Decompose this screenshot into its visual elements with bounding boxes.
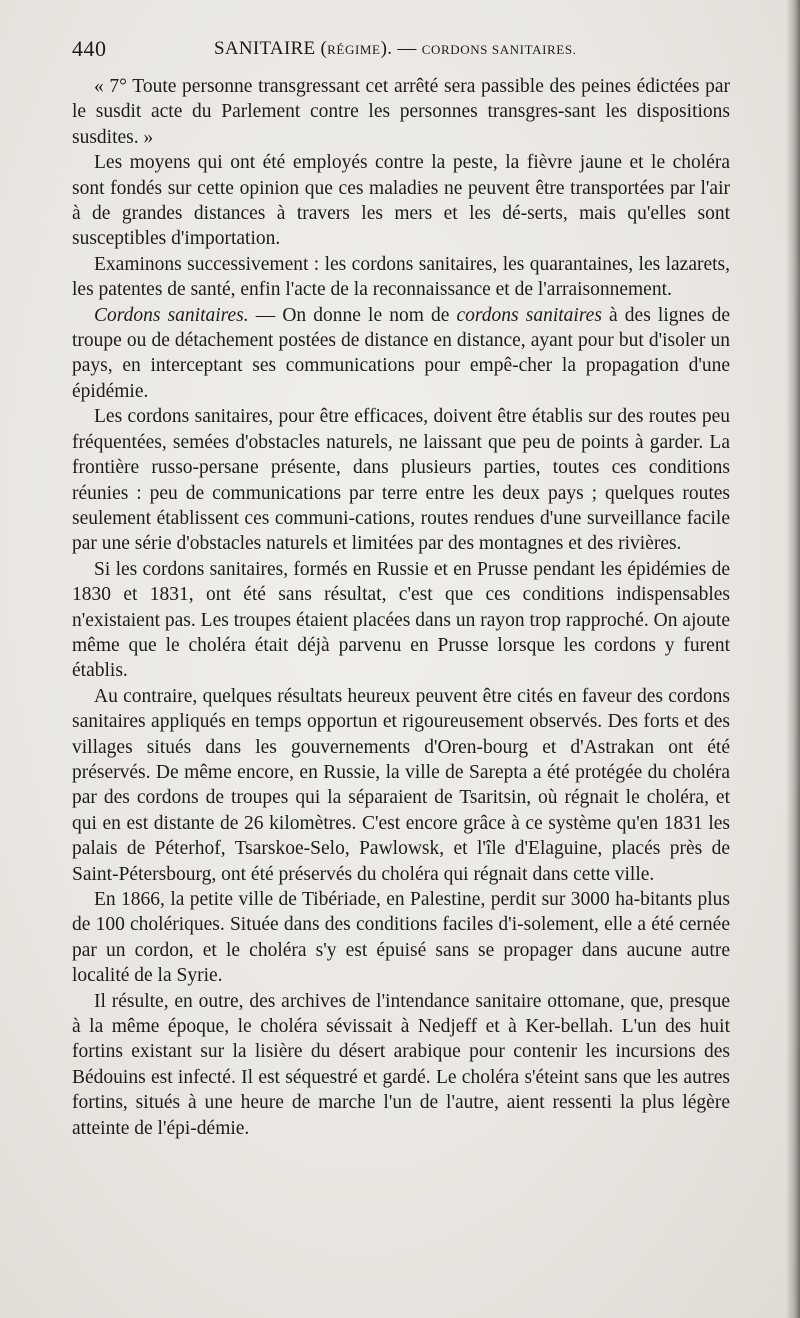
paragraph-cordons-definition [72,303,730,405]
page-number: 440 [72,36,107,61]
paragraph-means-employed: Les moyens qui ont été employés contre la peste, la fièvre jaune et le choléra sont fondés sur cette opinion que ces maladies ne peuvent être transportées par l'air à de grandes distances à travers les mers et les dé-serts, mais qu'elles sont susceptibles d'importation. [72,152,730,250]
running-head-section-open: ( [320,38,328,59]
paragraph-efficacy: Les cordons sanitaires, pour être efficaces, doivent être établis sur des routes peu fréquentées, semées d'obstacles naturels, ne laissant que peu de points à garder. La frontière russo-persane présente, dans plusieurs parties, toutes ces conditions réunies : peu de communications par terre entre les deux pays ; quelques routes seulement établissent ces communi-cations, routes rendues d'une surveillance facile par une série d'obstacles naturels et limitées par des montagnes et des rivières. [72,406,730,555]
running-header [72,36,732,64]
running-head [214,38,577,60]
paragraph-ottoman: Il résulte, en outre, des archives de l'intendance sanitaire ottomane, que, presque à la même époque, le choléra sévissait à Nedjeff et à Ker-bellah. L'un des huit fortins existant sur la lisière du désert arabique pour contenir les incursions des Bédouins est infecté. Il est séquestré et gardé. Le choléra s'éteint sans que les autres fortins, situés à une heure de marche l'un de l'autre, aient ressenti la plus légère atteinte de l'épi-démie. [72,990,730,1139]
running-head-separator: — [392,38,422,59]
defined-term: cordons sanitaires [456,304,602,326]
running-head-subject: CORDONS SANITAIRES. [421,42,577,57]
definition-rest: à des lignes de troupe ou de détachement postées de distance en distance, ayant pour but d'isoler un pays, en interceptant ses communications pour empê-cher la propagation d'une épidémie. [72,304,730,402]
paragraph-results: Au contraire, quelques résultats heureux peuvent être cités en faveur des cordons sanitaires appliqués en temps opportun et rigoureusement observés. Des forts et des villages situés dans les gouvernements d'Oren-bourg et d'Astrakan ont été préservés. De même encore, en Russie, la ville de Sarepta a été protégée du choléra par des cordons de troupes qui la séparaient de Tsaritsin, où régnait le choléra, et qui en est distante de 26 kilomètres. C'est encore grâce à ce système qu'en 1831 les palais de Péterhof, Tsarskoe-Selo, Pawlowsk, et l'île d'Elaguine, placés près de Saint-Pétersbourg, ont été préservés du choléra qui régnait dans cette ville. [72,685,730,885]
section-heading-cordons: Cordons sanitaires. [94,304,249,326]
running-head-title: SANITAIRE [214,38,316,59]
page-edge-shadow [786,0,800,1318]
paragraph-examinons: Examinons successivement : les cordons sanitaires, les quarantaines, les lazarets, les patentes de santé, enfin l'acte de la reconnaissance et de l'arraisonnement. [72,253,730,301]
paragraph-tiberiade: En 1866, la petite ville de Tibériade, en Palestine, perdit sur 3000 ha-bitants plus de 100 cholériques. Située dans des conditions faciles d'i-solement, elle a été cernée par un cordon, et le choléra s'y est épuisé sans se propager dans aucune autre localité de la Syrie. [72,889,730,987]
body-text [72,74,730,1141]
paragraph-russia-prussia: Si les cordons sanitaires, formés en Russie et en Prusse pendant les épidémies de 1830 et 1831, ont été sans résultat, c'est que ces conditions indispensables n'existaient pas. Les troupes étaient placées dans un rayon trop rapproché. On ajoute même que le choléra était déjà parvenu en Prusse lorsque les cordons y furent établis. [72,558,730,682]
paragraph-article-7: « 7° Toute personne transgressant cet arrêté sera passible des peines édictées par le susdit acte du Parlement contre les personnes transgres-sant les dispositions susdites. » [72,76,730,148]
definition-intro: — On donne le nom de [248,304,457,326]
running-head-section-close: ). [380,38,393,59]
running-head-section: RÉGIME [327,42,381,57]
